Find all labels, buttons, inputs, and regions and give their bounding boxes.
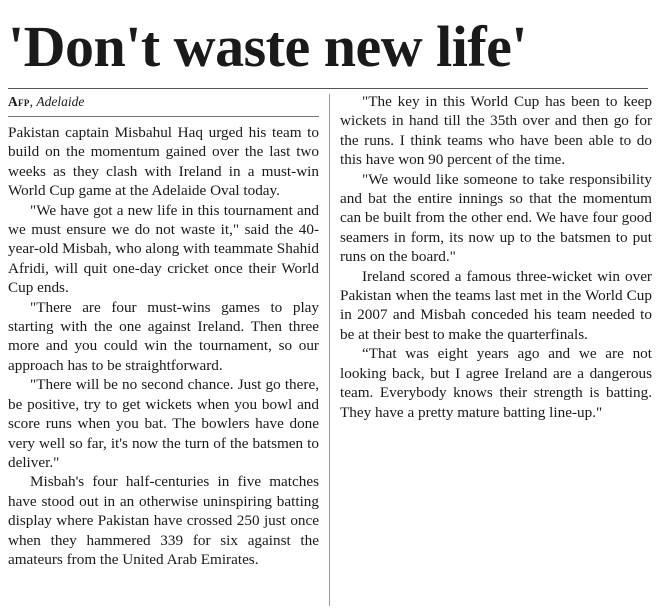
paragraph-9: “That was eight years ago and we are not looking back, but I agree Ireland are a dangerous team. Everybody knows their strength is batting. They have a pretty mature batting line-up." bbox=[340, 345, 652, 421]
headline: 'Don't waste new life' bbox=[8, 14, 527, 79]
article-column-left bbox=[8, 92, 319, 569]
byline-separator: , bbox=[29, 94, 37, 109]
paragraph-2: "We have got a new life in this tournament and we must ensure we do not waste it," said the 40-year-old Misbah, who along with teammate Shahid Afridi, will quit one-day cricket once their World Cup ends. bbox=[8, 201, 319, 297]
paragraph-6: "The key in this World Cup has been to keep wickets in hand till the 35th over and then go for the runs. I think teams who have been able to do this have won 90 percent of the time. bbox=[340, 93, 652, 169]
byline-location: Adelaide bbox=[36, 94, 85, 109]
byline-rule bbox=[8, 116, 319, 117]
paragraph-3: "There are four must-wins games to play starting with the one against Ireland. Then three more and you could win the tournament, so our approach has to be straightforward. bbox=[8, 298, 319, 374]
paragraph-7: "We would like someone to take responsibility and bat the entire innings so that the momentum can be built from the other end. We have four good seamers in form, its now up to the batsmen to put runs on the board." bbox=[340, 170, 652, 266]
paragraph-4: "There will be no second chance. Just go there, be positive, try to get wickets when you bowl and score runs when you bat. The bowlers have done very well so far, it's now the turn of the batsmen to deliver." bbox=[8, 376, 319, 471]
column-divider bbox=[329, 94, 330, 606]
headline-rule bbox=[8, 88, 648, 89]
paragraph-5 bbox=[8, 472, 319, 569]
article-column-right bbox=[340, 92, 652, 422]
byline-agency: Afp bbox=[8, 94, 30, 109]
paragraph-5-text: Misbah's four half-centuries in five matches have stood out in an otherwise uninspiring batting display where Pakistan have crossed 250 just once when they hammered 339 for six against the amateurs from the United Arab Emirates. bbox=[8, 473, 319, 568]
paragraph-1: Pakistan captain Misbahul Haq urged his team to build on the momentum gained over the last two weeks as they clash with Ireland in a must-win World Cup game at the Adelaide Oval today. bbox=[8, 124, 319, 200]
byline bbox=[8, 92, 319, 112]
paragraph-8: Ireland scored a famous three-wicket win over Pakistan when the teams last met in the World Cup in 2007 and Misbah conceded his team needed to be at their best to make the quarterfinals. bbox=[340, 267, 652, 343]
